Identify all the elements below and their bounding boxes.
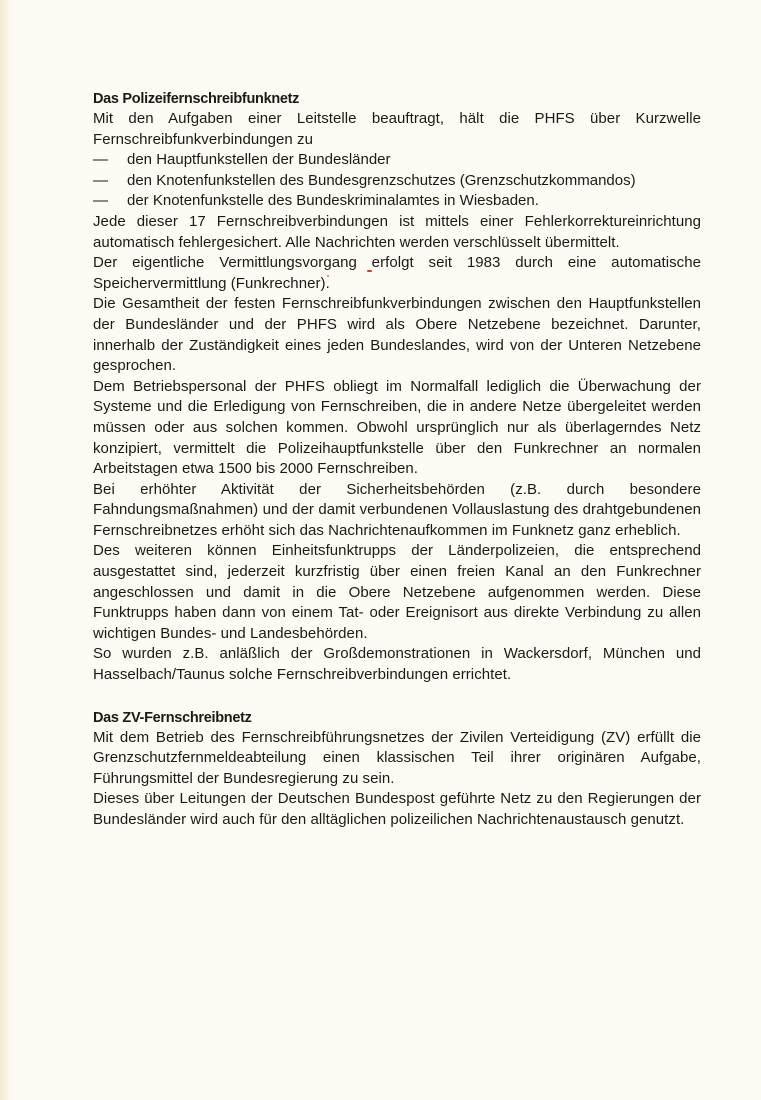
section-polizeifernschreibfunknetz	[93, 89, 701, 686]
list-item	[93, 171, 701, 192]
dash-marker: —	[93, 192, 108, 210]
list-item	[93, 150, 701, 171]
section-heading: Das ZV-Fernschreibnetz	[93, 709, 252, 726]
list-item-text: den Hauptfunkstellen der Bundesländer	[127, 151, 391, 169]
paragraph: So wurden z.B. anläßlich der Großdemonstrationen in Wackersdorf, München und Hasselbach/Taunus solche Fernschreibverbindungen errichtet.	[93, 645, 701, 684]
dash-marker: —	[93, 171, 108, 189]
list-item	[93, 191, 701, 212]
paragraph: Des weiteren können Einheitsfunktrupps der Länderpolizeien, die entsprechend ausgestattet sind, jederzeit kurzfristig über einen freien Kanal an den Funkrechner angeschlossen und damit in die Obere Netzebene aufgenommen werden. Diese Funktrupps haben dann von einem Tat- oder Ereignisort aus direkte Verbindung zu allen wichtigen Bundes- und Landesbehörden.	[93, 542, 701, 642]
paragraph: Jede dieser 17 Fernschreibverbindungen ist mittels einer Fehlerkorrektureinrichtung automatisch fehlergesichert. Alle Nachrichten werden verschlüsselt übermittelt.	[93, 212, 701, 251]
document-page	[93, 89, 701, 831]
paragraph: Bei erhöhter Aktivität der Sicherheitsbehörden (z.B. durch besondere Fahndungsmaßnahmen) und der damit verbundenen Vollauslastung des drahtgebundenen Fernschreibnetzes erhöht sich das Nachrichtenaufkommen im Funknetz ganz erheblich.	[93, 480, 701, 539]
paragraph: Dieses über Leitungen der Deutschen Bundespost geführte Netz zu den Regierungen der Bundesländer wird auch für den alltäglichen polizeilichen Nachrichtenaustausch genutzt.	[93, 790, 701, 828]
list-item-text: der Knotenfunkstelle des Bundeskriminalamtes in Wiesbaden.	[127, 192, 539, 210]
page-binding-edge	[0, 0, 14, 1100]
paragraph: Der eigentliche Vermittlungsvorgang erfolgt seit 1983 durch eine automatische Speichervermittlung (Funkrechner).	[93, 254, 701, 292]
paragraph: Die Gesamtheit der festen Fernschreibfunkverbindungen zwischen den Hauptfunkstellen der Bundesländer und der PHFS wird als Obere Netzebene bezeichnet. Darunter, innerhalb der Zuständigkeit eines jeden Bundeslandes, wird von der Unteren Netzebene gesprochen.	[93, 295, 701, 375]
list-item-text: den Knotenfunkstellen des Bundesgrenzschutzes (Grenzschutzkommandos)	[127, 171, 636, 189]
connection-list	[93, 150, 701, 212]
section-heading: Das Polizeifernschreibfunknetz	[93, 91, 300, 107]
section-zv-fernschreibnetz	[93, 708, 701, 831]
dash-marker: —	[93, 151, 108, 169]
paragraph: Mit dem Betrieb des Fernschreibführungsnetzes der Zivilen Verteidigung (ZV) erfüllt die Grenzschutzfernmeldeabteilung einen klassischen Teil ihrer originären Aufgabe, Führungsmittel der Bundesregierung zu sein.	[93, 728, 701, 787]
section-spacer	[93, 686, 701, 708]
intro-paragraph: Mit den Aufgaben einer Leitstelle beauftragt, hält die PHFS über Kurzwelle Fernschreibfunkverbindungen zu	[93, 110, 701, 148]
paragraph: Dem Betriebspersonal der PHFS obliegt im Normalfall lediglich die Überwachung der Systeme und die Erledigung von Fernschreiben, die in andere Netze übergeleitet werden müssen oder aus solchen kommen. Obwohl ursprünglich nur als überlagerndes Netz konzipiert, vermittelt die Polizeihauptfunkstelle über den Funkrechner an normalen Arbeitstagen etwa 1500 bis 2000 Fernschreiben.	[93, 377, 701, 478]
